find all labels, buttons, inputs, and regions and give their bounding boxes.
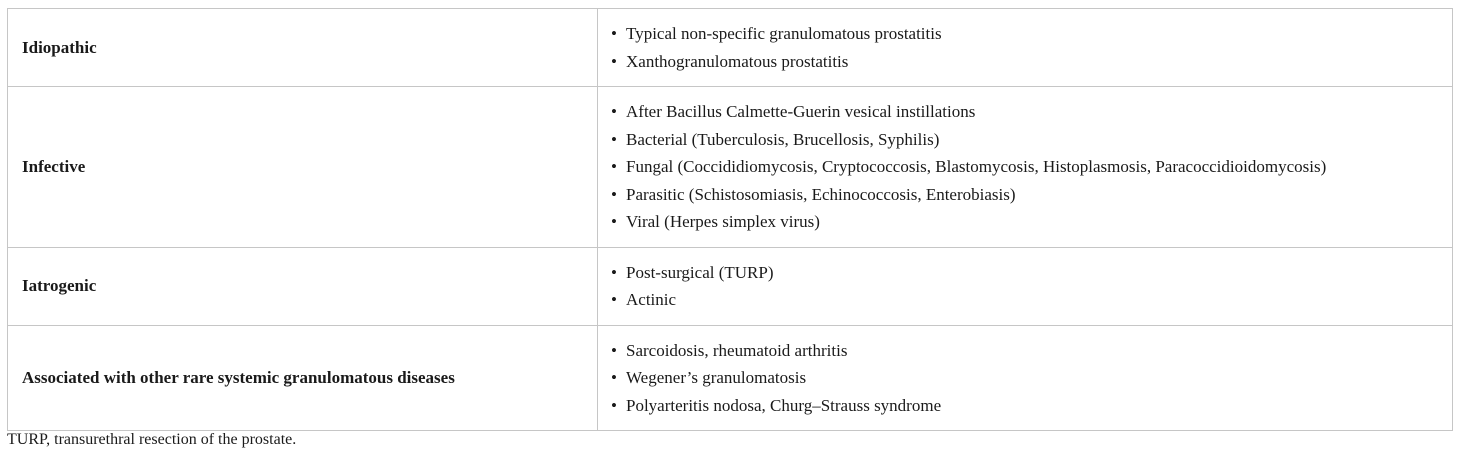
list-item [611,181,1452,209]
items-cell [598,87,1453,248]
list-item [611,98,1452,126]
bullet-icon: • [611,395,617,415]
table-row [8,247,1453,325]
bullet-icon: • [611,157,617,176]
list-item [611,153,1452,181]
bullet-icon: • [611,184,617,204]
table-row [8,87,1453,248]
item-list [611,9,1452,86]
bullet-icon: • [611,262,617,282]
bullet-icon: • [611,340,617,360]
list-item-text: Fungal (Coccididiomycosis, Cryptococcosis, Blastomycosis, Histoplasmosis, Paracoccidioidomycosis) [626,157,1327,176]
bullet-icon: • [611,368,617,387]
list-item-text: After Bacillus Calmette-Guerin vesical instillations [626,102,976,121]
list-item-text: Bacterial (Tuberculosis, Brucellosis, Syphilis) [626,129,940,149]
bullet-icon: • [611,51,617,71]
list-item [611,286,1452,314]
table-row [8,9,1453,87]
list-item-text: Actinic [626,290,677,309]
category-cell: Associated with other rare systemic granulomatous diseases [8,325,598,431]
category-cell: Infective [8,87,598,248]
item-list [611,326,1452,431]
list-item [611,392,1452,420]
category-cell: Iatrogenic [8,247,598,325]
list-item-text: Parasitic (Schistosomiasis, Echinococcosis, Enterobiasis) [626,184,1016,204]
items-cell [598,9,1453,87]
bullet-icon: • [611,102,617,121]
list-item [611,126,1452,154]
list-item-text: Polyarteritis nodosa, Churg–Strauss syndrome [626,395,942,415]
list-item [611,20,1452,48]
list-item [611,337,1452,365]
item-list [611,87,1452,247]
category-cell: Idiopathic [8,9,598,87]
list-item [611,48,1452,76]
bullet-icon: • [611,290,617,309]
item-list [611,248,1452,325]
items-cell [598,247,1453,325]
bullet-icon: • [611,24,617,43]
table-row [8,325,1453,431]
list-item-text: Post-surgical (TURP) [626,262,774,282]
list-item-text: Xanthogranulomatous prostatitis [626,51,849,71]
list-item-text: Wegener’s granulomatosis [626,368,807,387]
list-item [611,364,1452,392]
list-item-text: Typical non-specific granulomatous prostatitis [626,24,942,43]
items-cell [598,325,1453,431]
table-footnote: TURP, transurethral resection of the prostate. [7,431,297,448]
bullet-icon: • [611,129,617,149]
list-item [611,208,1452,236]
bullet-icon: • [611,212,617,231]
list-item [611,259,1452,287]
classification-table [7,8,1453,431]
list-item-text: Viral (Herpes simplex virus) [626,212,820,231]
list-item-text: Sarcoidosis, rheumatoid arthritis [626,340,848,360]
